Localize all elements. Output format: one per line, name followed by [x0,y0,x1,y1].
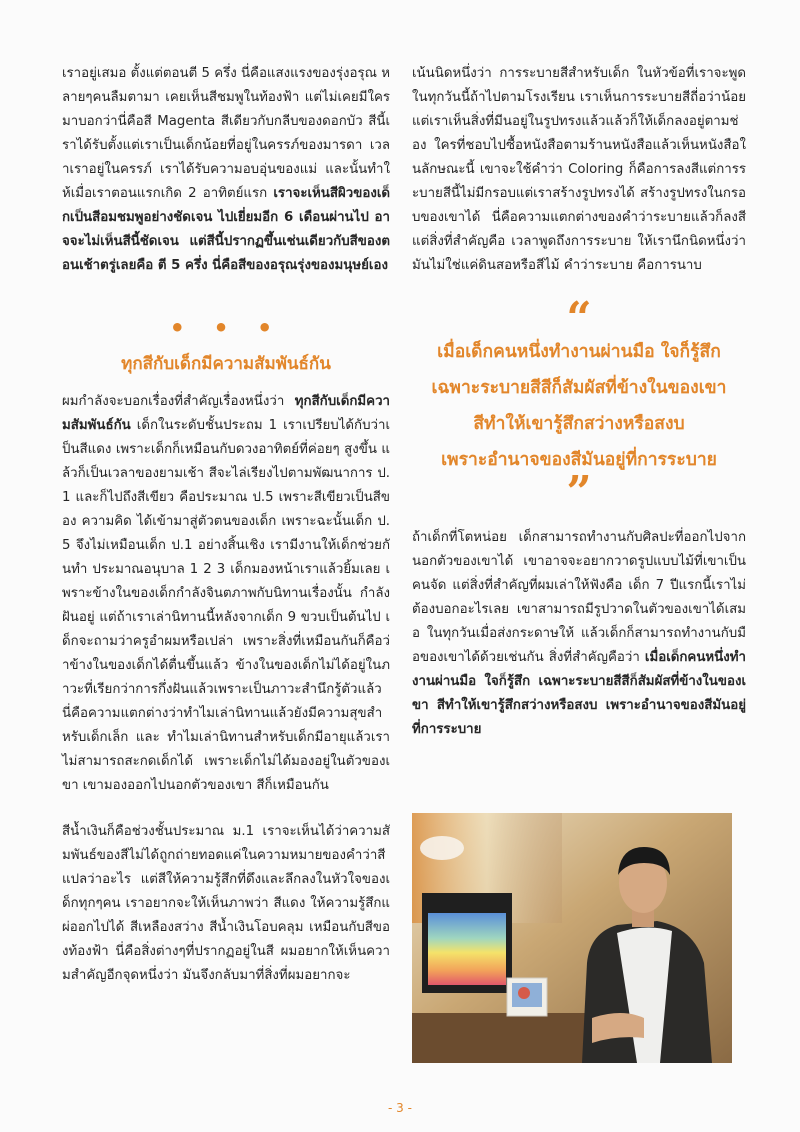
para2-bold: เมื่อเด็กคนหนึ่งทำงานผ่านมือ ใจก็รู้สึก เฉพาะระบายสีสีก็สัมผัสที่ข้างในของเขา สีทำให้เขารู้สึกสว่างหรือสงบ เพราะอำนาจของสีมันอยู่ที่การระบาย [412,650,746,737]
section-heading: ทุกสีกับเด็กมีความสัมพันธ์กัน [121,354,331,374]
close-quote-icon: ” [566,467,592,518]
paragraph-painting-vs-coloring: เน้นนิดหนึ่งว่า การระบายสีสำหรับเด็ก ในหัวข้อที่เราจะพูด ในทุกวันนี้ถ้าไปตามโรงเรียน เราเห็นการระบายสีถี่อว่าน้อย แต่เราเห็นสิ่งที่มีนอยู่ในรูปทรงแล้วแล้วก็ให้เด็กลงอยู่ตามช่อง ใครที่ชอบไปซื้อหนังสือตามร้านหนังสือแล้วเห็นหนังสือในลักษณะนี้ เขาจะใช้คำว่า Coloring ก็คือการลงสีแต่การระบายสีนี้ไม่มีกรอบแต่เราสร้างรูปทรงได้ สร้างรูปทรงในกรอบของเขาได้ นี่คือความแตกต่างของคำว่าระบายแล้วก็ลงสี แต่สิ่งที่สำคัญคือ เวลาพูดถึงการระบาย ให้เรานึกนิดหนึ่งว่ามันไม่ใช่แค่ดินสอหรือสีไม้ คำว่าระบาย คือการนาบ [412,66,746,273]
para2-lead: ผมกำลังจะบอกเรื่องที่สำคัญเรื่องหนึ่งว่า [62,394,295,409]
page-number: - 3 - [388,1101,412,1115]
quote-line: เฉพาะระบายสีสีก็สัมผัสที่ข้างในของเขา [431,378,727,398]
right-column [412,62,746,742]
left-column [62,62,390,988]
paragraph-older-children [412,526,746,742]
quote-line: เมื่อเด็กคนหนึ่งทำงานผ่านมือ ใจก็รู้สึก [437,342,721,362]
paragraph-blue-color: สีน้ำเงินก็คือช่วงชั้นประมาณ ม.1 เราจะเห็นได้ว่าความสัมพันธ์ของสีไม่ได้ถูกถ่ายทอดแค่ในความหมายของคำว่าสีแปลว่าอะไร แต่สีให้ความรู้สึกที่ดึงและลึกลงในหัวใจของเด็กทุกๆคน เราอยากจะให้เห็นภาพว่า สีแดง ให้ความรู้สึกแผ่ออกไปได้ สีเหลืองสว่าง สีน้ำเงินโอบคลุม เหมือนกับสีของท้องฟ้า นี่คือสิ่งต่างๆที่ปรากฏอยู่ในสี ผมอยากให้เห็นความสำคัญอีกจุดหนึ่งว่า มันจึงกลับมาที่สิ่งที่ผมอยากจะ [62,824,390,983]
paragraph-gap [62,798,390,820]
paragraph-colors-and-children [62,390,390,798]
quote-line: สีทำให้เขารู้สึกสว่างหรือสงบ [473,414,685,434]
intro-bold-text: เราจะเห็นสีผิวของเด็กเป็นสีอมชมพูอย่างชัดเจน ไปเยี่ยมอีก 6 เดือนผ่านไป อาจจะไม่เห็นสีนี้ชัดเจน แต่สีนี้ปรากฏขึ้นเช่นเดียวกับสีของตอนเช้าตรู่เลยคือ ตี 5 ครึ่ง นี่คือสีของอรุณรุ่งของมนุษย์เอง [62,186,390,273]
para2-lead: ถ้าเด็กที่โตหน่อย เด็กสามารถทำงานกับศิลปะที่ออกไปจากนอกตัวของเขาได้ เขาอาจจะอยากวาดรูปแบบไม้ที่เขาเป็นคนจัด แต่สิ่งที่สำคัญที่ผมเล่าให้ฟังคือ เด็ก 7 ปีแรกนี้เราไม่ต้องบอกอะไรเลย เขาสามารถมีรูปวาดในตัวของเขาได้เสมอ ในทุกวันเมื่อส่งกระดาษให้ แล้วเด็กก็สามารถทำงานกับมือของเขาได้ด้วยเช่นกัน สิ่งที่สำคัญคือว่า [412,530,746,665]
pull-quote [412,293,746,518]
intro-text: เราอยู่เสมอ ตั้งแต่ตอนตี 5 ครึ่ง นี่คือแสงแรงของรุ่งอรุณ หลายๆคนลืมตามา เคยเห็นสีชมพูในท้องฟ้า แต่ไม่เคยมีใครมาบอกว่านี่คือสี Magenta สีเดียวกับกลีบของดอกบัว สีนี้เราได้รับตั้งแต่เราเป็นเด็กน้อยที่อยู่ในครรภ์ของมารดา เวลาเราอยู่ในครรภ์ เราได้รับความอบอุ่นของแม่ และนั้นทำให้เมื่อเราตอนแรกเกิด 2 อาทิตย์แรก [62,66,390,201]
para2-bold: ทุกสีกับเด็กมีความสัมพันธ์กัน [62,394,390,433]
para2-rest: เด็กในระดับชั้นประถม 1 เราเปรียบได้กับว่าเป็นสีแดง เพราะเด็กก็เหมือนกับดวงอาทิตย์ที่ค่อยๆ สูงขึ้น แล้วก็เป็นเวลาของยามเช้า สีจะไล่เรียงไปตามพัฒนาการ ป.1 และก็ไปถึงสีเขียว คือประมาณ ป.5 เพราะสีเขียวเป็นสีของ ความคิด ได้เข้ามาสู่ตัวตนของเด็ก เพราะฉะนั้นเด็ก ป.5 จึงไม่เหมือนเด็ก ป.1 อย่างสิ้นเชิง เรามีงานให้เด็กช่วยกันทำ ประมาณอนุบาล 1 2 3 เด็กมองหน้าเราแล้วยิ้มเลย เพราะข้างในของเด็กกำลังจินตภาพกับนิทานเรื่องนั้น กำลังฝันอยู่ แต่ถ้าเราเล่านิทานนี้หลังจากเด็ก 9 ขวบเป็นต้นไป เด็กจะถามว่าครูอำผมหรือเปล่า เพราะสิ่งที่เหมือนกันก็คือว่าข้างในของเด็กได้ตื่นขึ้นแล้ว ข้างในของเด็กไม่ได้อยู่ในภาวะที่เรียกว่าการกึ่งฝันแล้วเพราะเป็นภาวะสำนึกรู้ตัวแล้ว นี่คือความแตกต่างว่าทำไมเล่านิทานแล้วยังมีความสุขสำหรับเด็กเล็ก และ ทำไมเล่านิทานสำหรับเด็กมีอายุแล้วเราไม่สามารถสะกดเด็กได้ เพราะเด็กไม่ได้มองอยู่ในตัวของเขา เขามองออกไปนอกตัวของเขา สีก็เหมือนกัน [62,418,390,793]
portrait-photo-illustration [412,813,732,1063]
section-divider-dots: • • • [169,314,283,342]
portrait-photo [412,813,732,1063]
quote-line: เพราะอำนาจของสีมันอยู่ที่การระบาย [441,450,717,470]
intro-paragraph [62,62,390,278]
open-quote-icon: “ [566,293,592,344]
